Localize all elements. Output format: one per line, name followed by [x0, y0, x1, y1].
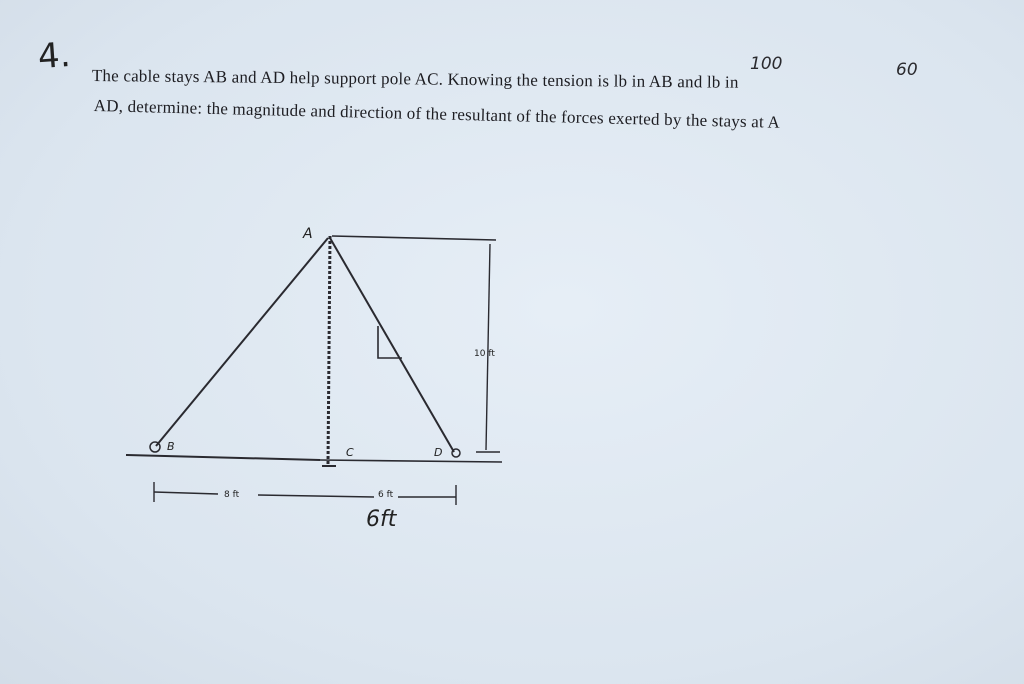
problem-text-line-2: AD, determine: the magnitude and direction of the resultant of the forces exerted by the stays at A [93, 96, 781, 132]
bottom-dimension-line-mid [258, 495, 374, 497]
ground-line-right [320, 460, 502, 462]
label-b: B [167, 440, 175, 453]
height-dimension-line [486, 244, 490, 450]
label-a: A [303, 226, 313, 242]
problem-text-line-1: The cable stays AB and AD help support pole AC. Knowing the tension is lb in AB and lb in [91, 66, 739, 92]
label-d: D [434, 446, 443, 459]
cable-ab [156, 238, 328, 446]
handwritten-dimension: 6ft [366, 507, 397, 532]
height-dimension-label: 10 ft [474, 349, 495, 359]
cable-ad [330, 238, 454, 452]
ground-line [126, 455, 320, 460]
left-dimension-label: 8 ft [224, 490, 240, 500]
anchor-b [150, 442, 160, 452]
problem-number: 4. [36, 34, 72, 78]
pole-ac [328, 236, 330, 464]
bottom-dimension-line-left [154, 492, 218, 494]
top-reference-line [332, 236, 496, 240]
label-c: C [346, 446, 354, 459]
anchor-d [452, 449, 460, 457]
handwritten-tension-ab: 100 [750, 54, 783, 74]
right-dimension-label: 6 ft [378, 490, 394, 500]
handwritten-tension-ad: 60 [896, 60, 918, 80]
